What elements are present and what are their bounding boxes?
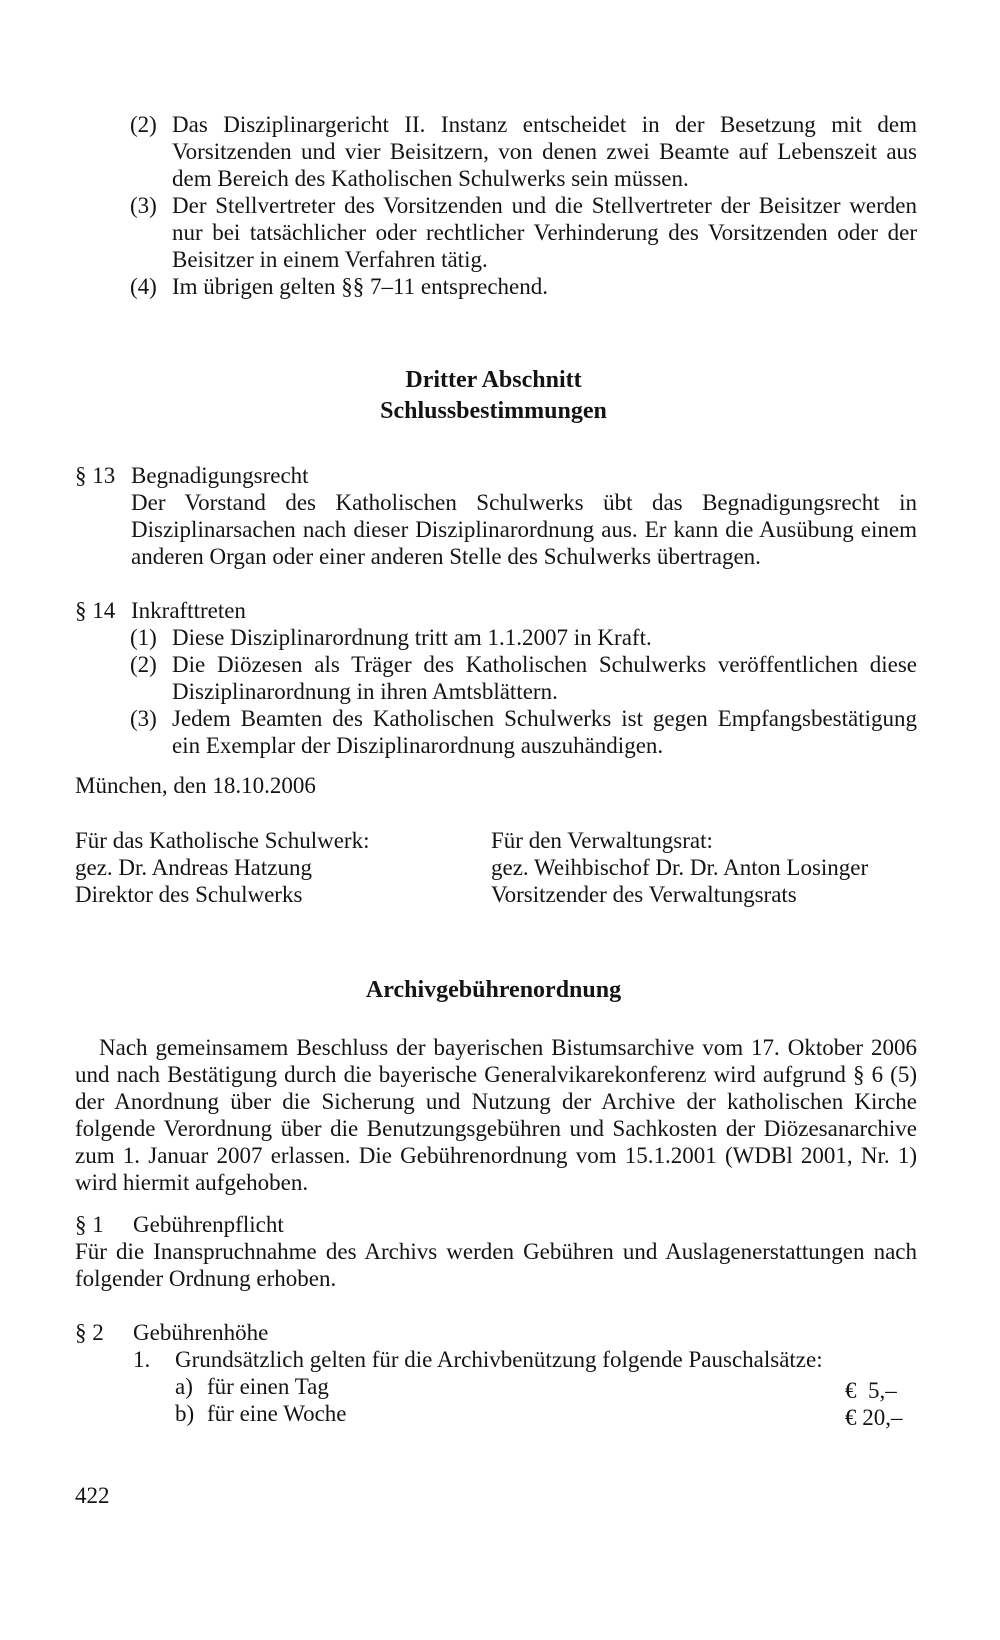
- item-number: (2): [130, 112, 157, 137]
- s13-label: § 13: [75, 463, 116, 488]
- s2-item-1: [133, 1346, 933, 1373]
- item-number: 1.: [133, 1347, 151, 1372]
- s13-text: Der Vorstand des Katholischen Schulwerks übt das Begnadigungsrecht in Disziplinarsachen nach dieser Disziplinarordnung aus. Er kann die Ausübung einem anderen Organ oder einer anderen Stelle des Schulwerks übertragen.: [131, 490, 917, 569]
- place-date: München, den 18.10.2006: [75, 773, 316, 798]
- fee-text: für eine Woche: [207, 1401, 347, 1426]
- signature-left-line: Direktor des Schulwerks: [75, 882, 303, 907]
- s1-label: § 1: [75, 1212, 104, 1237]
- item-number: (1): [130, 625, 157, 650]
- page-number: 422: [75, 1483, 110, 1508]
- s14-item-1: [130, 624, 917, 651]
- s1-title: Gebührenpflicht: [133, 1212, 284, 1237]
- item-text: Der Stellvertreter des Vorsitzenden und die Stellvertreter der Beisitzer werden nur bei tatsächlicher oder rechtlicher Verhinderung des Vorsitzenden oder der Beisitzer in einem Verfahren tätig.: [172, 193, 917, 272]
- signature-right-line: gez. Weihbischof Dr. Dr. Anton Losinger: [491, 855, 869, 880]
- s13-title: Begnadigungsrecht: [131, 463, 309, 488]
- fee-amount: € 20,–: [845, 1405, 903, 1430]
- item-number: (2): [130, 652, 157, 677]
- s14-item-3: [130, 705, 917, 759]
- s14-item-2: [130, 651, 917, 705]
- signature-right-line: Vorsitzender des Verwaltungsrats: [491, 882, 797, 907]
- fee-row: [175, 1373, 927, 1403]
- s12-item-4: [130, 273, 917, 300]
- item-text: Die Diözesen als Träger des Katholischen Schulwerks veröffentlichen diese Disziplinarordnung in ihren Amtsblättern.: [172, 652, 917, 704]
- fee-label: a): [175, 1374, 193, 1399]
- signature-left-line: Für das Katholische Schulwerk:: [75, 828, 370, 853]
- s2-title: Gebührenhöhe: [133, 1320, 269, 1345]
- item-text: Jedem Beamten des Katholischen Schulwerks ist gegen Empfangsbestätigung ein Exemplar der Disziplinarordnung auszuhändigen.: [172, 706, 917, 758]
- fee-text: für einen Tag: [207, 1374, 329, 1399]
- item-text: Grundsätzlich gelten für die Archivbenützung folgende Pauschalsätze:: [175, 1347, 823, 1372]
- item-number: (3): [130, 193, 157, 218]
- s12-item-3: [130, 192, 917, 273]
- s1-text: Für die Inanspruchnahme des Archivs werden Gebühren und Auslagenerstattungen nach folgender Ordnung erhoben.: [75, 1239, 917, 1291]
- fee-amount: € 5,–: [845, 1378, 897, 1403]
- s14-label: § 14: [75, 598, 116, 623]
- item-text: Diese Disziplinarordnung tritt am 1.1.2007 in Kraft.: [172, 625, 652, 650]
- archive-heading: Archivgebührenordnung: [365, 977, 622, 1003]
- s14-title: Inkrafttreten: [131, 598, 246, 623]
- signature-right-line: Für den Verwaltungsrat:: [491, 828, 713, 853]
- item-number: (4): [130, 274, 157, 299]
- part-heading: Dritter Abschnitt: [405, 367, 582, 393]
- fee-row: [175, 1400, 927, 1430]
- fee-label: b): [175, 1401, 195, 1426]
- part-subheading: Schlussbestimmungen: [380, 398, 607, 424]
- s12-item-2: [130, 111, 917, 192]
- s2-label: § 2: [75, 1320, 104, 1345]
- signature-left-line: gez. Dr. Andreas Hatzung: [75, 855, 312, 880]
- item-text: Das Disziplinargericht II. Instanz entscheidet in der Besetzung mit dem Vorsitzenden und vier Beisitzern, von denen zwei Beamte auf Lebenszeit aus dem Bereich des Katholischen Schulwerks sein müssen.: [172, 112, 917, 191]
- item-text: Im übrigen gelten §§ 7–11 entsprechend.: [172, 274, 548, 299]
- signature-left: [75, 827, 475, 908]
- archive-intro: Nach gemeinsamem Beschluss der bayerischen Bistumsarchive vom 17. Oktober 2006 und nach Bestätigung durch die bayerische Generalvikarekonferenz wird aufgrund § 6 (5) der Anordnung über die Sicherung und Nutzung der Archive der katholischen Kirche folgende Verordnung über die Benutzungsgebühren und Sachkosten der Diözesanarchive zum 1. Januar 2007 erlassen. Die Gebührenordnung vom 15.1.2001 (WDBl 2001, Nr. 1) wird hiermit aufgehoben.: [75, 1035, 917, 1195]
- item-number: (3): [130, 706, 157, 731]
- signature-right: [491, 827, 931, 908]
